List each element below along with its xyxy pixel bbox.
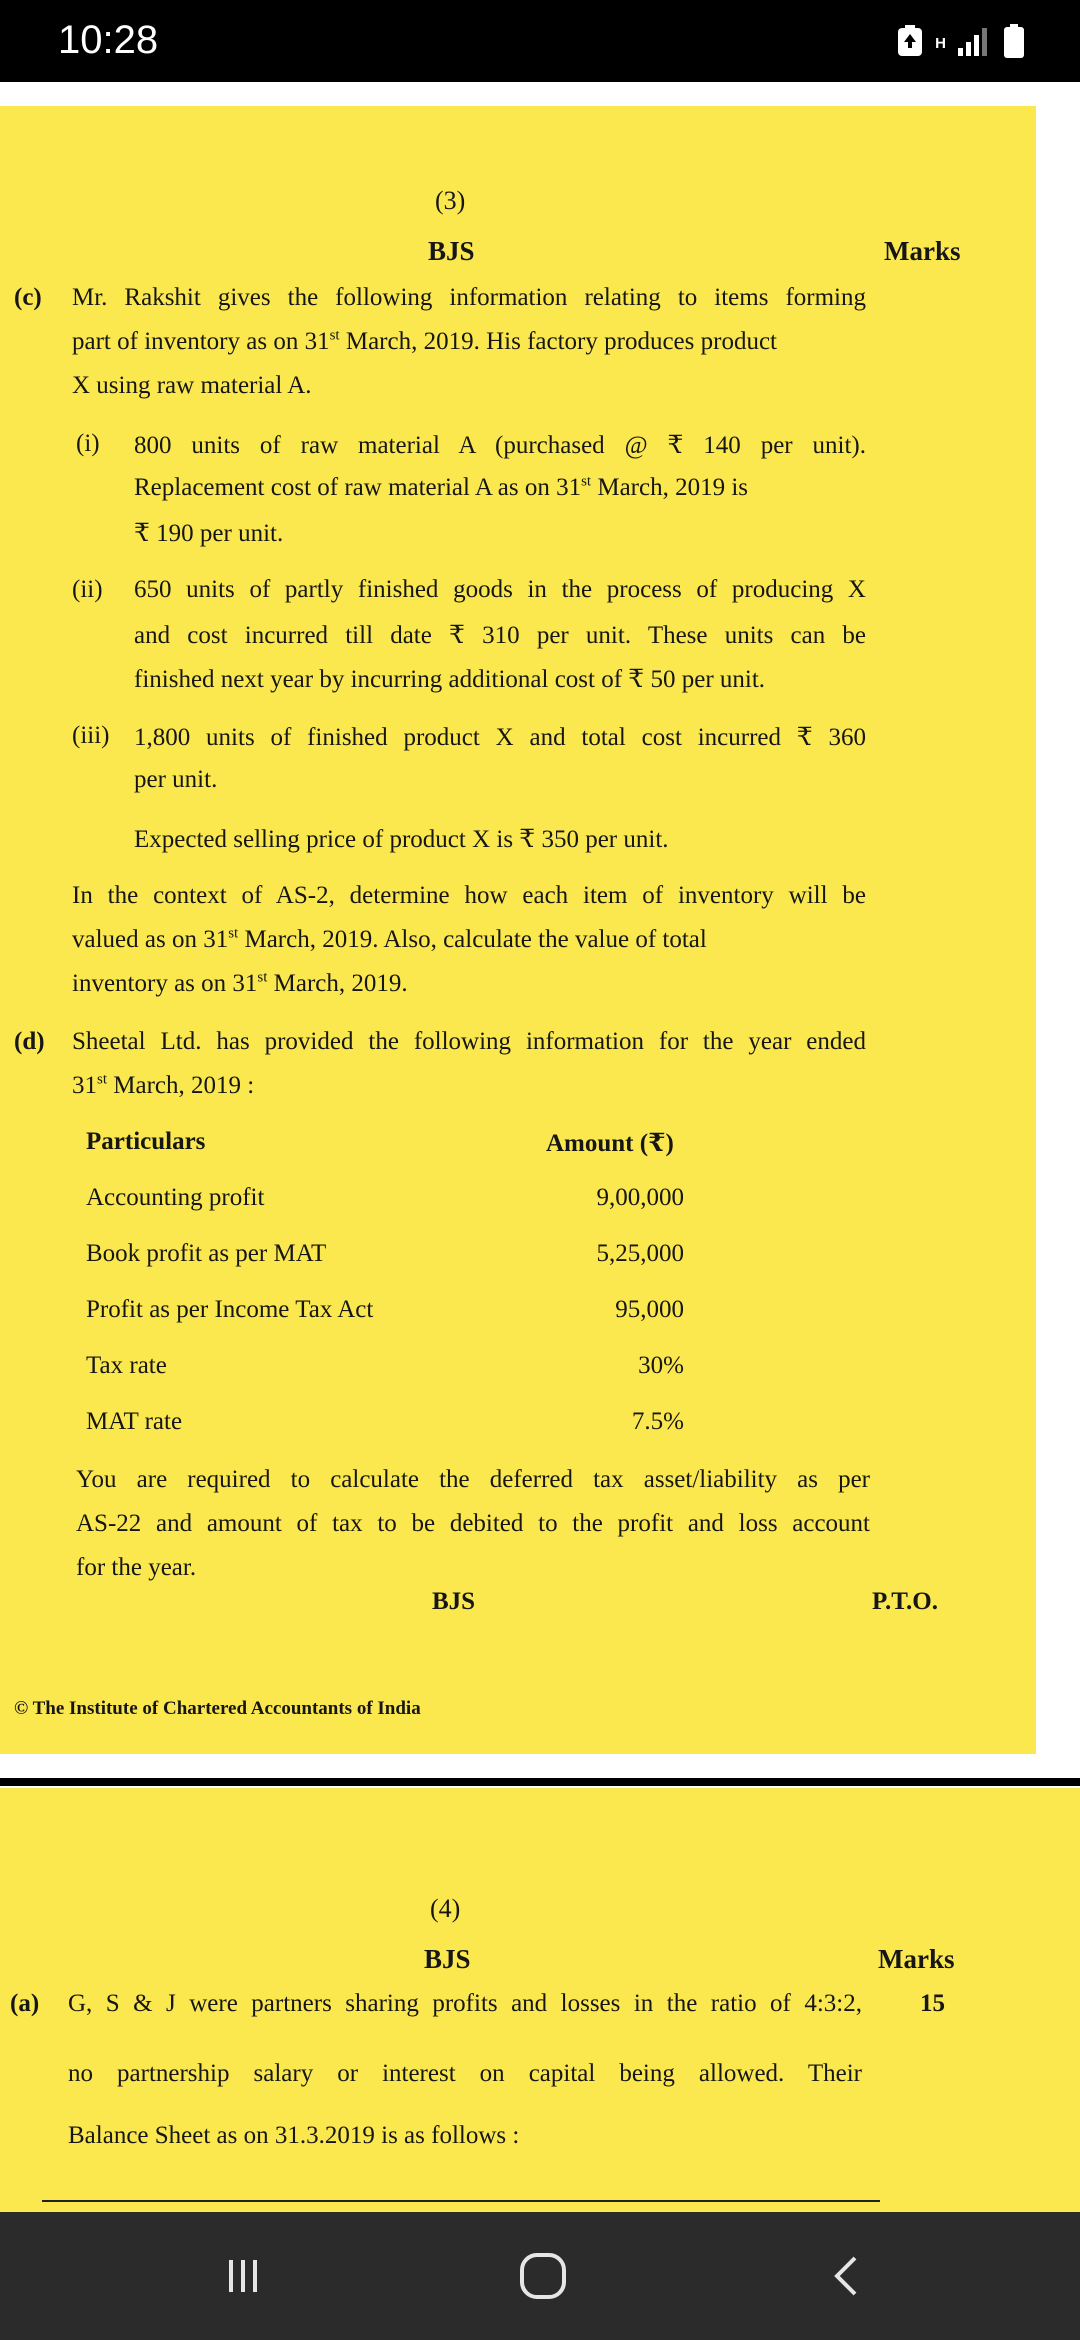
home-button[interactable] <box>498 2242 588 2310</box>
table-row-amount: 30% <box>638 1352 684 1379</box>
question-a-marks: 15 <box>920 1990 945 2017</box>
item-iii-line1: 1,800 units of finished product X and total cost incurred ₹ 360 <box>134 724 866 751</box>
question-c-ask-line1: In the context of AS-2, determine how each item of inventory will be <box>72 882 866 909</box>
recent-apps-icon <box>221 2254 265 2298</box>
table-row-particular: Accounting profit <box>86 1184 265 1211</box>
back-icon <box>827 2252 867 2300</box>
header-code: BJS <box>424 1944 471 1974</box>
question-c-ask-line3: inventory as on 31st March, 2019. <box>72 969 408 997</box>
question-d-label: (d) <box>14 1028 45 1055</box>
question-d-ask-line3: for the year. <box>76 1554 197 1581</box>
item-iii-line2: per unit. <box>134 766 218 793</box>
header-marks: Marks <box>884 236 961 266</box>
question-c-ask-line2: valued as on 31st March, 2019. Also, calculate the value of total <box>72 925 707 953</box>
item-ii-label: (ii) <box>72 576 103 603</box>
table-header-amount: Amount (₹) <box>546 1130 674 1157</box>
battery-icon <box>1004 24 1024 63</box>
header-marks: Marks <box>878 1944 955 1974</box>
item-i-line1: 800 units of raw material A (purchased @ ₹ 140 per unit). <box>134 432 866 459</box>
home-icon <box>518 2251 568 2301</box>
table-row-particular: Book profit as per MAT <box>86 1240 327 1267</box>
item-ii-line1: 650 units of partly finished goods in the process of producing X <box>134 576 866 603</box>
question-d-line2: 31st March, 2019 : <box>72 1071 255 1099</box>
item-i-line2: Replacement cost of raw material A as on 31st March, 2019 is <box>134 473 749 501</box>
status-bar <box>0 0 1080 82</box>
navigation-bar <box>0 2212 1080 2340</box>
table-row-amount: 95,000 <box>615 1296 684 1323</box>
table-row-amount: 9,00,000 <box>596 1184 684 1211</box>
question-d-ask-line2: AS-22 and amount of tax to be debited to the profit and loss account <box>76 1510 870 1537</box>
table-row-particular: MAT rate <box>86 1408 183 1435</box>
status-icons <box>897 24 1024 63</box>
document-page-4 <box>0 1788 1080 2212</box>
page-number: (3) <box>435 186 466 215</box>
question-c-intro-line2: part of inventory as on 31st March, 2019. His factory produces product <box>72 327 777 355</box>
signal-icon <box>958 26 992 61</box>
question-d-ask-line1: You are required to calculate the deferred tax asset/liability as per <box>76 1466 870 1493</box>
question-a-line3: Balance Sheet as on 31.3.2019 is as follows : <box>68 2122 520 2149</box>
back-button[interactable] <box>802 2242 892 2310</box>
table-row-amount: 5,25,000 <box>596 1240 684 1267</box>
table-header-particulars: Particulars <box>86 1128 206 1155</box>
item-iii-label: (iii) <box>72 722 110 749</box>
table-row-particular: Tax rate <box>86 1352 167 1379</box>
item-iii-line3: Expected selling price of product X is ₹ 350 per unit. <box>134 826 669 853</box>
footer-code: BJS <box>432 1588 476 1615</box>
item-ii-line3: finished next year by incurring additional cost of ₹ 50 per unit. <box>134 666 766 693</box>
status-time: 10:28 <box>58 18 159 62</box>
footer-pto: P.T.O. <box>872 1588 938 1615</box>
table-row-amount: 7.5% <box>631 1408 684 1435</box>
table-row-particular: Profit as per Income Tax Act <box>86 1296 374 1323</box>
question-a-line1: G, S & J were partners sharing profits and losses in the ratio of 4:3:2, <box>68 1990 862 2017</box>
header-code: BJS <box>428 236 475 266</box>
question-c-label: (c) <box>14 284 42 311</box>
item-i-label: (i) <box>76 430 100 457</box>
network-type-label: H <box>935 34 946 52</box>
item-ii-line2: and cost incurred till date ₹ 310 per unit. These units can be <box>134 622 866 649</box>
question-d-line1: Sheetal Ltd. has provided the following information for the year ended <box>72 1028 866 1055</box>
question-c-intro-line3: X using raw material A. <box>72 372 312 399</box>
question-a-label: (a) <box>10 1990 40 2017</box>
battery-saver-icon <box>897 25 923 62</box>
document-page-3 <box>0 106 1036 1754</box>
recent-apps-button[interactable] <box>198 2242 288 2310</box>
item-i-line3: ₹ 190 per unit. <box>134 520 284 547</box>
balance-sheet-table-top-border <box>42 2200 880 2202</box>
page-divider <box>0 1778 1080 1786</box>
question-c-intro-line1: Mr. Rakshit gives the following information relating to items forming <box>72 284 866 311</box>
question-a-line2: no partnership salary or interest on capital being allowed. Their <box>68 2060 862 2087</box>
copyright-notice: © The Institute of Chartered Accountants of India <box>14 1698 421 1719</box>
page-number: (4) <box>430 1894 461 1923</box>
